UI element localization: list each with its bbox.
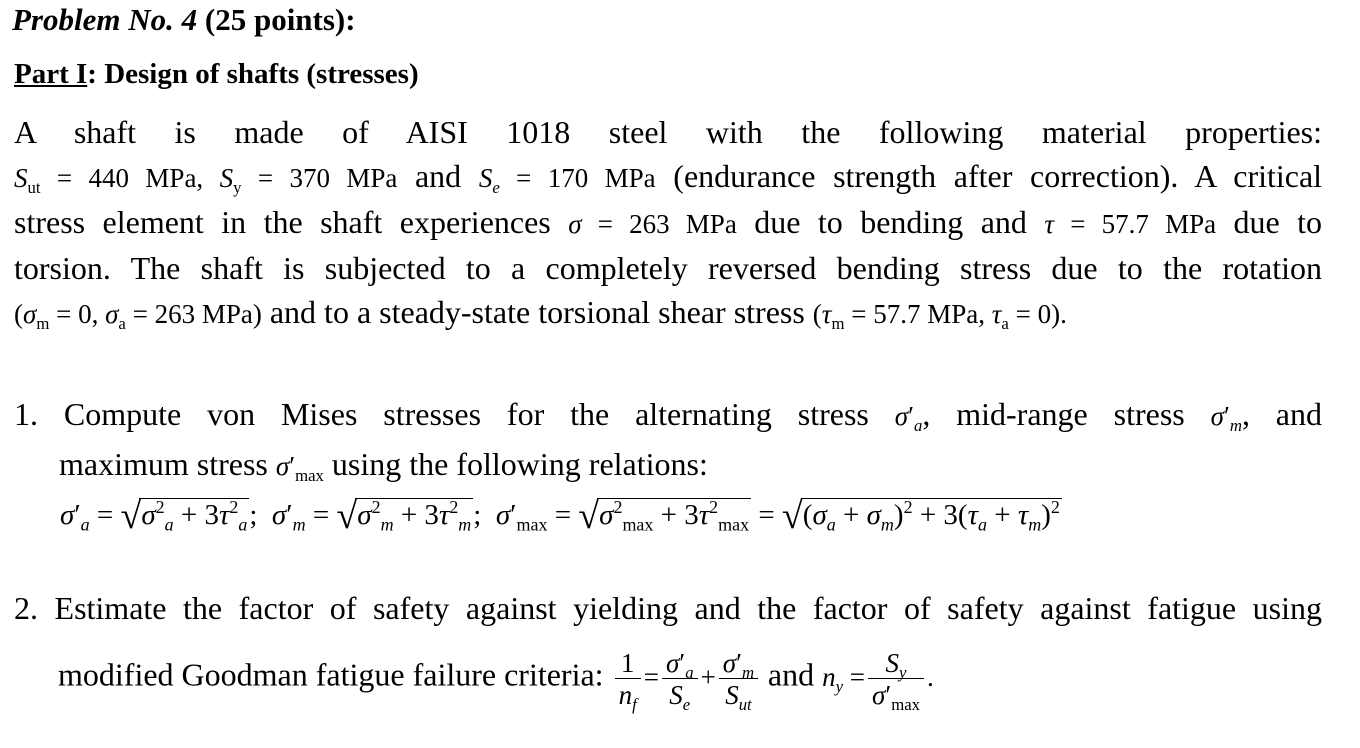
statement-line-1: A shaft is made of AISI 1018 steel with the following material properties: (14, 114, 1322, 150)
question-1-line-1: 1. Compute von Mises stresses for the alternating stress $\sigma'_a$, mid-range stress $\sigma'_m$, and (14, 396, 1323, 435)
question-1-line-2: maximum stress $\sigma'_{max}$ using the following relations: (59, 446, 708, 485)
problem-statement (14, 110, 1322, 336)
statement-line-2: $S_{ut} = 440$ MPa, $S_y = 370$ MPa and $S_e = 170$ MPa (endurance strength after correction). A critical (14, 158, 1323, 197)
yield-equation: $n_y$ = $\frac{S_y}{\sigma'_{max}}$ . (822, 648, 934, 714)
question-2 (14, 590, 1322, 627)
problem-title: Problem No. 4 (25 points): (12, 2, 356, 37)
question-1 (14, 390, 1322, 490)
statement-line-4: torsion. The shaft is subjected to a completely reversed bending stress due to the rotation (14, 250, 1322, 286)
statement-line-3: stress element in the shaft experiences σ = 263 MPa due to bending and τ = 57.7 MPa due to (14, 204, 1323, 240)
statement-line-5: ($\sigma_m = 0$, $\sigma_a = 263$ MPa) and to a steady-state torsional shear stress ($\tau_m = 57.7$ MPa, $\tau_a = 0$). (14, 294, 1067, 333)
goodman-equation: $\frac{1}{n_f}$ = $\frac{\sigma'_a}{S_e}$ + $\frac{\sigma'_m}{S_{ut}}$ (612, 662, 768, 692)
question-2-line-2: modified Goodman fatigue failure criteria: $\frac{1}{n_f}$ = $\frac{\sigma'_a}{S_e}$ + $\frac{\sigma'_m}{S_{ut}}$ and $n_y$ = $\frac{S_y}{\sigma'_{max}}$ . (58, 648, 934, 714)
part-heading: Part I: Design of shafts (stresses) (14, 58, 419, 90)
von-mises-equations: $\sigma'_a = √\sigma^2_a + 3\tau^2_a$; $\sigma'_m = √\sigma^2_m + 3\tau^2_m$; $\sigma'_{max} = √\sigma^2_{max} + 3\tau^2_{max} = √(\sigma_a + \sigma_m)^2 + 3(\tau_a + \tau_m)^2$ (60, 495, 1060, 537)
question-2-line-1: 2. Estimate the factor of safety against yielding and the factor of safety against fatigue using (14, 590, 1322, 626)
